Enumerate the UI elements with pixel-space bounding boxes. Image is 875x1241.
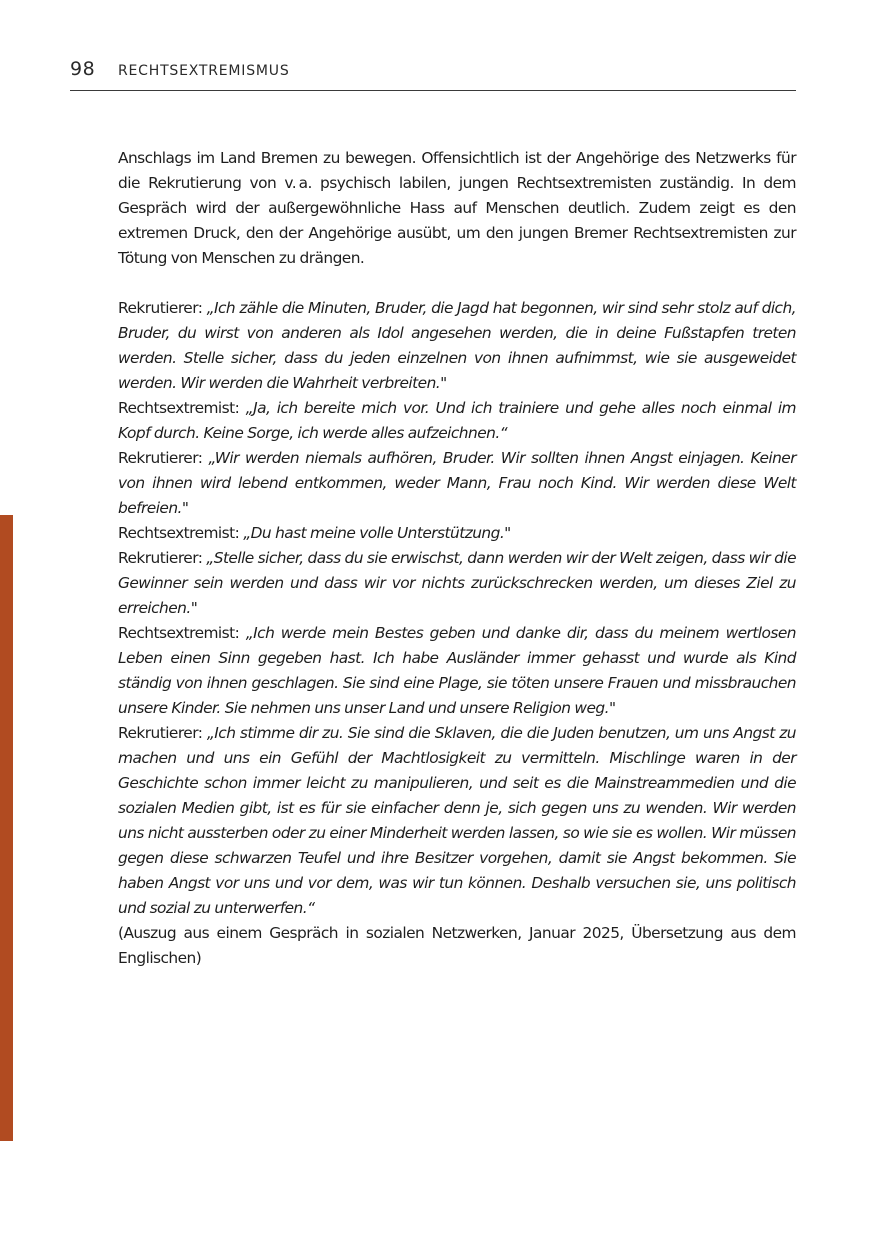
page-number: 98 — [70, 58, 96, 80]
speaker-label: Rechtsextremist: — [118, 624, 246, 642]
speaker-label: Rekrutierer: — [118, 299, 207, 317]
dialogue-turn — [118, 446, 796, 521]
quote-text: „Ich werde mein Bestes geben und danke dir, dass du meinem wertlosen Leben einen Sinn gegeben hast. Ich habe Ausländer immer gehasst und wurde als Kind ständig von ihnen geschlagen. Sie sind eine Plage, sie töten unsere Frauen und missbrauchen unsere Kinder. Sie nehmen uns unser Land und unsere Religion weg." — [118, 624, 796, 717]
running-title: RECHTSEXTREMISMUS — [118, 63, 290, 79]
speaker-label: Rechtsextremist: — [118, 399, 246, 417]
dialogue-turn — [118, 521, 796, 546]
dialogue — [118, 296, 796, 921]
speaker-label: Rechtsextremist: — [118, 524, 244, 542]
quote-text: „Ja, ich bereite mich vor. Und ich trainiere und gehe alles noch einmal im Kopf durch. Keine Sorge, ich werde alles aufzeichnen.“ — [118, 399, 796, 442]
speaker-label: Rekrutierer: — [118, 724, 207, 742]
dialogue-turn — [118, 546, 796, 621]
quote-text: „Du hast meine volle Unterstützung." — [243, 524, 511, 542]
page-header — [70, 56, 796, 91]
quote-text: „Ich stimme dir zu. Sie sind die Sklaven, die die Juden benutzen, um uns Angst zu machen und uns ein Gefühl der Machtlosigkeit zu vermitteln. Mischlinge waren in der Geschichte schon immer leicht zu manipulieren, und seit es die Mainstreammedien und die sozialen Medien gibt, ist es für sie einfacher denn je, sich gegen uns zu wenden. Wir werden uns nicht aussterben oder zu einer Minderheit werden lassen, so wie sie es wollen. Wir müssen gegen diese schwarzen Teufel und ihre Besitzer vorgehen, damit sie Angst bekommen. Sie haben Angst vor uns und vor dem, was wir tun können. Deshalb versuchen sie, uns politisch und sozial zu unterwerfen.“ — [118, 724, 796, 917]
chapter-accent-bar — [0, 515, 13, 1141]
quote-text: „Wir werden niemals aufhören, Bruder. Wir sollten ihnen Angst einjagen. Keiner von ihnen wird lebend entkommen, weder Mann, Frau noch Kind. Wir werden diese Welt befreien." — [118, 449, 796, 517]
speaker-label: Rekrutierer: — [118, 449, 209, 467]
speaker-label: Rekrutierer: — [118, 549, 207, 567]
dialogue-turn — [118, 721, 796, 921]
dialogue-turn — [118, 621, 796, 721]
intro-paragraph: Anschlags im Land Bremen zu bewegen. Offensichtlich ist der Angehörige des Netzwerks für die Rekrutierung von v. a. psychisch labilen, jungen Rechtsextremisten zuständig. In dem Gespräch wird der außergewöhnliche Hass auf Menschen deutlich. Zudem zeigt es den extremen Druck, den der Angehörige ausübt, um den jungen Bremer Rechtsextremisten zur Tötung von Menschen zu drängen. — [118, 149, 796, 267]
dialogue-turn — [118, 296, 796, 396]
quote-text: „Ich zähle die Minuten, Bruder, die Jagd hat begonnen, wir sind sehr stolz auf dich, Bruder, du wirst von anderen als Idol angesehen werden, die in deine Fußstapfen treten werden. Stelle sicher, dass du jeden einzelnen von ihnen aufnimmst, wie sie ausgeweidet werden. Wir werden die Wahrheit verbreiten." — [118, 299, 797, 392]
dialogue-turn — [118, 396, 796, 446]
source-note: (Auszug aus einem Gespräch in sozialen Netzwerken, Januar 2025, Übersetzung aus dem Englischen) — [118, 924, 796, 967]
body-text — [118, 146, 796, 971]
quote-text: „Stelle sicher, dass du sie erwischst, dann werden wir der Welt zeigen, dass wir die Gewinner sein werden und dass wir vor nichts zurückschrecken werden, um dieses Ziel zu erreichen." — [118, 549, 796, 617]
